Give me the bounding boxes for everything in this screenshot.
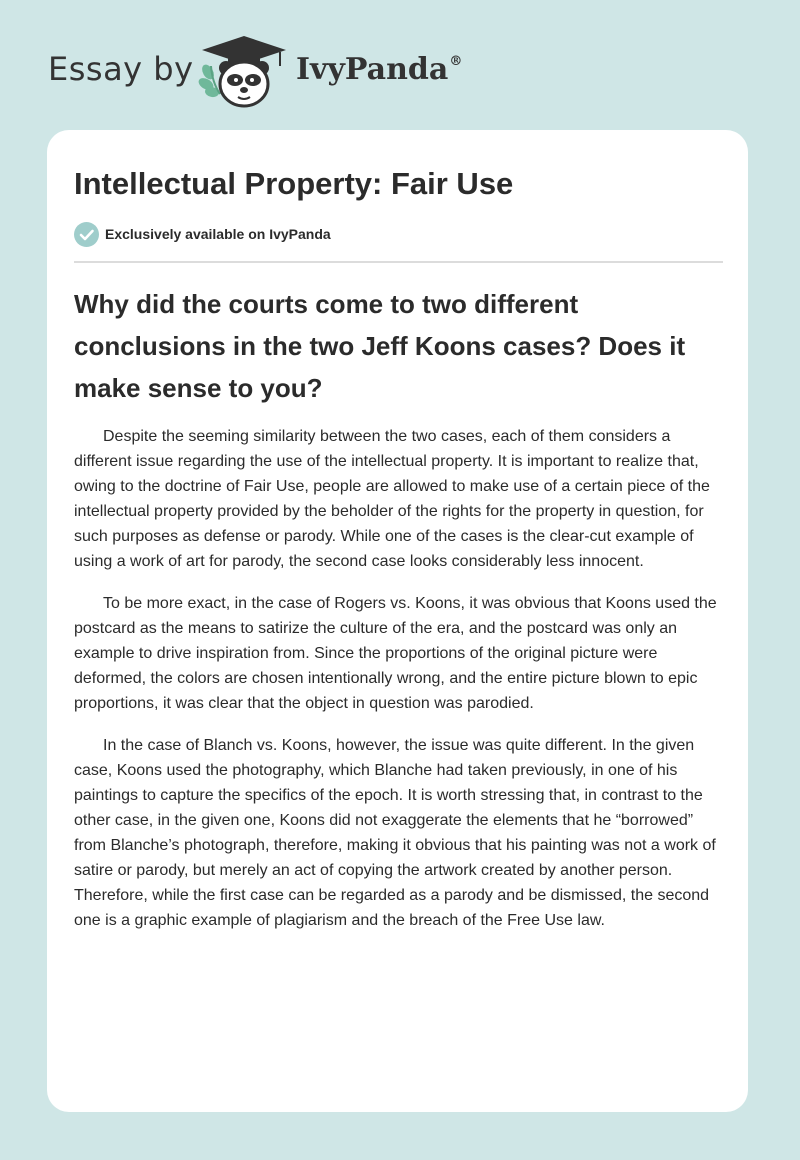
registered-mark: ®: [449, 54, 463, 69]
essay-card: [47, 130, 748, 1112]
check-circle-icon: [74, 222, 99, 247]
exclusive-badge-label: Exclusively available on IvyPanda: [105, 226, 331, 242]
paragraph: Despite the seeming similarity between the two cases, each of them considers a different issue regarding the use of the intellectual property. It is important to realize that, owing to the doctrine of Fair Use, people are allowed to make use of a certain piece of the intellectual property provided by the beholder of the rights for the property in question, for such purposes as defense or parody. While one of the cases is the clear-cut example of using a work of art for parody, the second case looks considerably less innocent.: [74, 428, 710, 570]
panda-graduate-logo-icon[interactable]: [198, 34, 290, 110]
brand-name-text: IvyPanda: [296, 52, 449, 87]
paragraph: In the case of Blanch vs. Koons, however, the issue was quite different. In the given case, Koons used the photography, which Blanche had taken previously, in one of his paintings to capture the specifics of the epoch. It is worth stressing that, in contrast to the other case, in the given one, Koons did not exaggerate the elements that he “borrowed” from Blanche’s photograph, therefore, making it obvious that his painting was not a work of satire or parody, but merely an act of copying the artwork created by another person. Therefore, while the first case can be regarded as a parody and be dismissed, the second one is a graphic example of plagiarism and the breach of the Free Use law.: [74, 737, 716, 929]
page-title: Intellectual Property: Fair Use: [74, 166, 514, 201]
exclusive-badge: [74, 221, 331, 247]
essay-by-label: Essay by: [48, 50, 194, 88]
paragraph: To be more exact, in the case of Rogers vs. Koons, it was obvious that Koons used the postcard as the means to satirize the culture of the era, and the postcard was only an example to drive inspiration from. Since the proportions of the original picture were deformed, the colors are chosen intentionally wrong, and the entire picture blown to epic proportions, it was clear that the object in question was parodied.: [74, 595, 717, 712]
essay-question: Why did the courts come to two different conclusions in the two Jeff Koons cases? Does it make sense to you?: [74, 289, 686, 403]
brand-name[interactable]: [296, 52, 462, 87]
title-divider: [74, 261, 723, 263]
essay-body: [74, 424, 729, 950]
site-header: [0, 0, 800, 130]
